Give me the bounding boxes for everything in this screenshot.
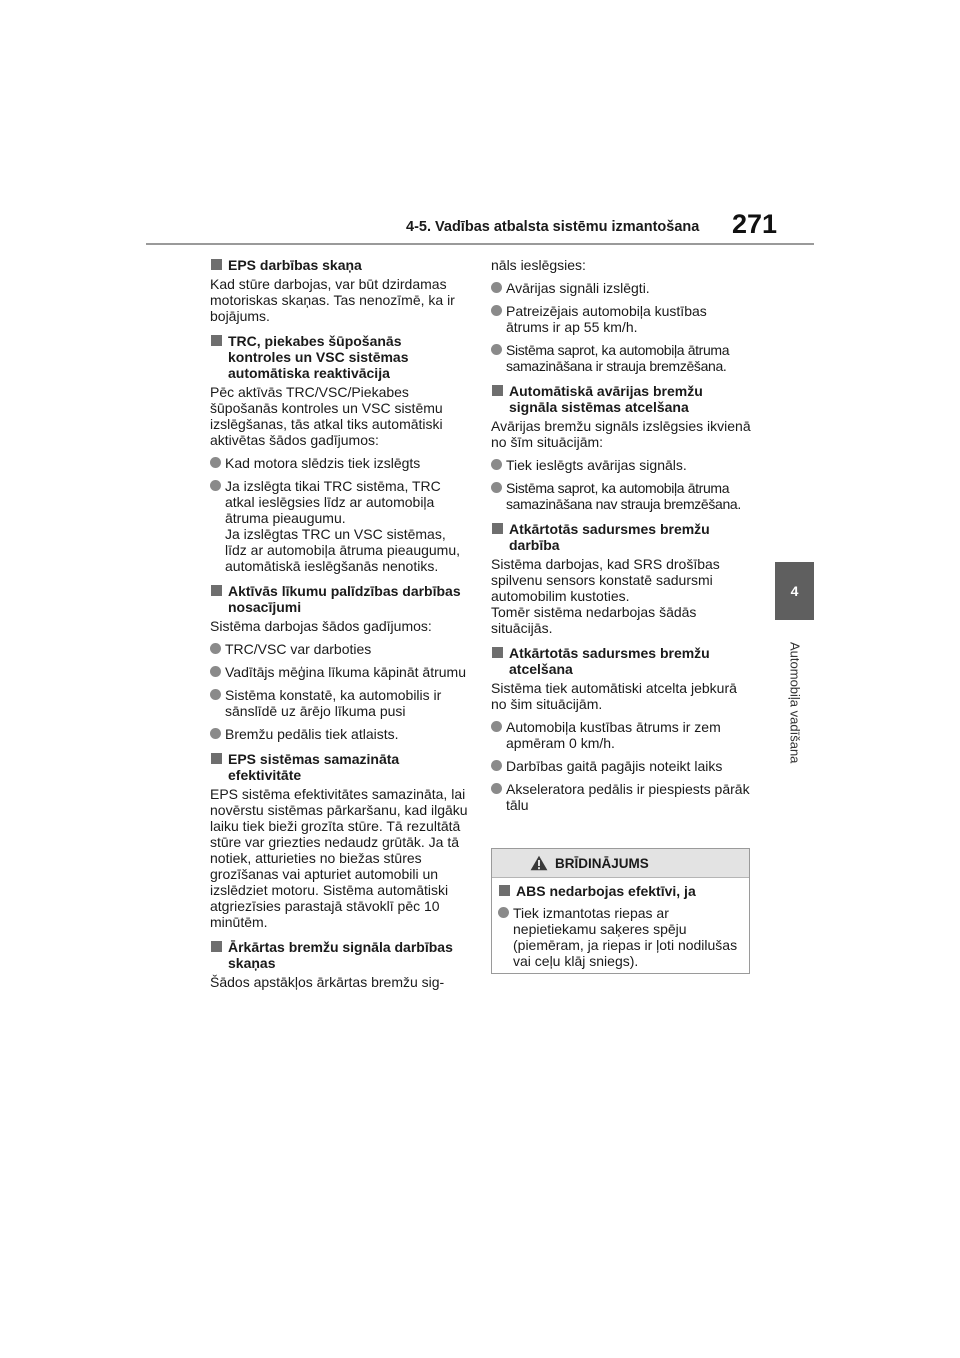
section-heading: Aktīvās līkumu palīdzības darbības nosacījumi <box>210 583 468 615</box>
list-item: Kad motora slēdzis tiek izslēgts <box>210 455 468 471</box>
warning-body <box>492 878 749 969</box>
circle-bullet-icon <box>498 907 509 918</box>
circle-bullet-icon <box>210 480 221 491</box>
chapter-tab-label-text: Automobiļa vadīšana <box>787 642 803 764</box>
section-heading: Atkārtotās sadursmes bremžu darbība <box>491 521 753 553</box>
circle-bullet-icon <box>491 760 502 771</box>
list-item: Sistēma saprot, ka automobiļa ātruma samazināšana nav strauja bremzēšana. <box>491 480 753 512</box>
paragraph: Kad stūre darbojas, var būt dzirdamas motoriskas skaņas. Tas nenozīmē, ka ir bojājums. <box>210 276 455 324</box>
section-heading: EPS sistēmas samazināta efektivitāte <box>210 751 468 783</box>
paragraph: Pēc aktīvās TRC/VSC/Piekabes šūpošanās kontroles un VSC sistēmu izslēgšanas, tās atkal tiks automātiski aktivētas šādos gadījumos: <box>210 384 443 448</box>
circle-bullet-icon <box>491 482 502 493</box>
square-bullet-icon <box>211 753 222 764</box>
list-item: Tiek ieslēgts avārijas signāls. <box>491 457 753 473</box>
paragraph: Sistēma darbojas šādos gadījumos: <box>210 618 432 634</box>
chapter-tab-number: 4 <box>790 583 799 599</box>
chapter-title: 4-5. Vadības atbalsta sistēmu izmantošana <box>406 219 700 235</box>
list-item: Sistēma saprot, ka automobiļa ātruma samazināšana ir strauja bremzēšana. <box>491 342 753 374</box>
paragraph: Šādos apstākļos ārkārtas bremžu sig- <box>210 974 445 990</box>
section-heading: Ārkārtas bremžu signāla darbības skaņas <box>210 939 468 971</box>
list-item: TRC/VSC var darboties <box>210 641 468 657</box>
chapter-tab-label <box>784 632 806 774</box>
warning-box <box>491 848 750 974</box>
circle-bullet-icon <box>210 643 221 654</box>
list-item: Patreizējais automobiļa kustības ātrums ir ap 55 km/h. <box>491 303 753 335</box>
paragraph: EPS sistēma efektivitātes samazināta, lai novērstu sistēmas pārkaršanu, kad ilgāku laiku tiek bieži grozīta stūre. Tā rezultātā stūre var griezties nedaudz grūtāk. Ja tā notiek, atturieties no biežas stūres grozīšanas vai apturiet automobili un izslēdziet motoru. Sistēma automātiski atgriezīsies parastajā stāvoklī pēc 10 minūtēm. <box>210 786 468 930</box>
paragraph: Sistēma tiek automātiski atcelta jebkurā no šim situācijām. <box>491 680 737 712</box>
circle-bullet-icon <box>491 305 502 316</box>
header-divider <box>146 243 814 245</box>
list-item: Tiek izmantotas riepas ar nepietiekamu saķeres spēju (piemēram, ja riepas ir ļoti nodilušas vai ceļu klāj sniegs). <box>498 905 745 969</box>
chapter-tab <box>775 562 814 620</box>
paragraph: Avārijas bremžu signāls izslēgsies ikvienā no šīm situācijām: <box>491 418 751 450</box>
square-bullet-icon <box>492 385 503 396</box>
warning-triangle-icon <box>530 855 548 871</box>
section-heading: Atkārtotās sadursmes bremžu atcelšana <box>491 645 753 677</box>
section-heading: EPS darbības skaņa <box>210 257 468 273</box>
circle-bullet-icon <box>210 728 221 739</box>
square-bullet-icon <box>211 585 222 596</box>
circle-bullet-icon <box>491 459 502 470</box>
list-item: Automobiļa kustības ātrums ir zem apmēram 0 km/h. <box>491 719 753 751</box>
list-item: Akseleratora pedālis ir piespiests pārāk tālu <box>491 781 753 813</box>
right-column <box>491 257 753 813</box>
section-heading: Automātiskā avārijas bremžu signāla sistēmas atcelšana <box>491 383 753 415</box>
list-item: Sistēma konstatē, ka automobilis ir sānslīdē uz ārējo līkuma pusi <box>210 687 468 719</box>
list-item-continuation: Ja izslēgtas TRC un VSC sistēmas, līdz ar automobiļa ātruma pieaugumu, automātiskā ieslēgšanās nenotiks. <box>225 526 461 574</box>
page-header <box>0 0 960 250</box>
circle-bullet-icon <box>210 689 221 700</box>
warning-title: BRĪDINĀJUMS <box>555 856 649 871</box>
square-bullet-icon <box>492 647 503 658</box>
circle-bullet-icon <box>491 282 502 293</box>
section-heading: TRC, piekabes šūpošanās kontroles un VSC sistēmas automātiska reaktivācija <box>210 333 468 381</box>
left-column <box>210 257 468 990</box>
square-bullet-icon <box>211 259 222 270</box>
circle-bullet-icon <box>491 783 502 794</box>
list-item: Ja izslēgta tikai TRC sistēma, TRC atkal ieslēgsies līdz ar automobiļa ātruma pieaugumu. Ja izslēgtas TRC un VSC sistēmas, līdz ar automobiļa ātruma pieaugumu, automātiskā ieslēgšanās nenotiks. <box>210 478 468 574</box>
paragraph: nāls ieslēgsies: <box>491 257 586 273</box>
square-bullet-icon <box>211 941 222 952</box>
page-number: 271 <box>732 209 778 239</box>
warning-header <box>492 849 749 878</box>
square-bullet-icon <box>492 523 503 534</box>
circle-bullet-icon <box>491 721 502 732</box>
circle-bullet-icon <box>210 457 221 468</box>
paragraph: Tomēr sistēma nedarbojas šādās situācijās. <box>491 604 697 636</box>
list-item: Avārijas signāli izslēgti. <box>491 280 753 296</box>
list-item: Vadītājs mēģina līkuma kāpināt ātrumu <box>210 664 468 680</box>
circle-bullet-icon <box>210 666 221 677</box>
section-heading: ABS nedarbojas efektīvi, ja <box>498 883 745 899</box>
list-item: Bremžu pedālis tiek atlaists. <box>210 726 468 742</box>
circle-bullet-icon <box>491 344 502 355</box>
square-bullet-icon <box>211 335 222 346</box>
paragraph: Sistēma darbojas, kad SRS drošības spilvenu sensors konstatē sadursmi automobilim kustoties. <box>491 556 720 604</box>
list-item: Darbības gaitā pagājis noteikt laiks <box>491 758 753 774</box>
square-bullet-icon <box>499 885 510 896</box>
